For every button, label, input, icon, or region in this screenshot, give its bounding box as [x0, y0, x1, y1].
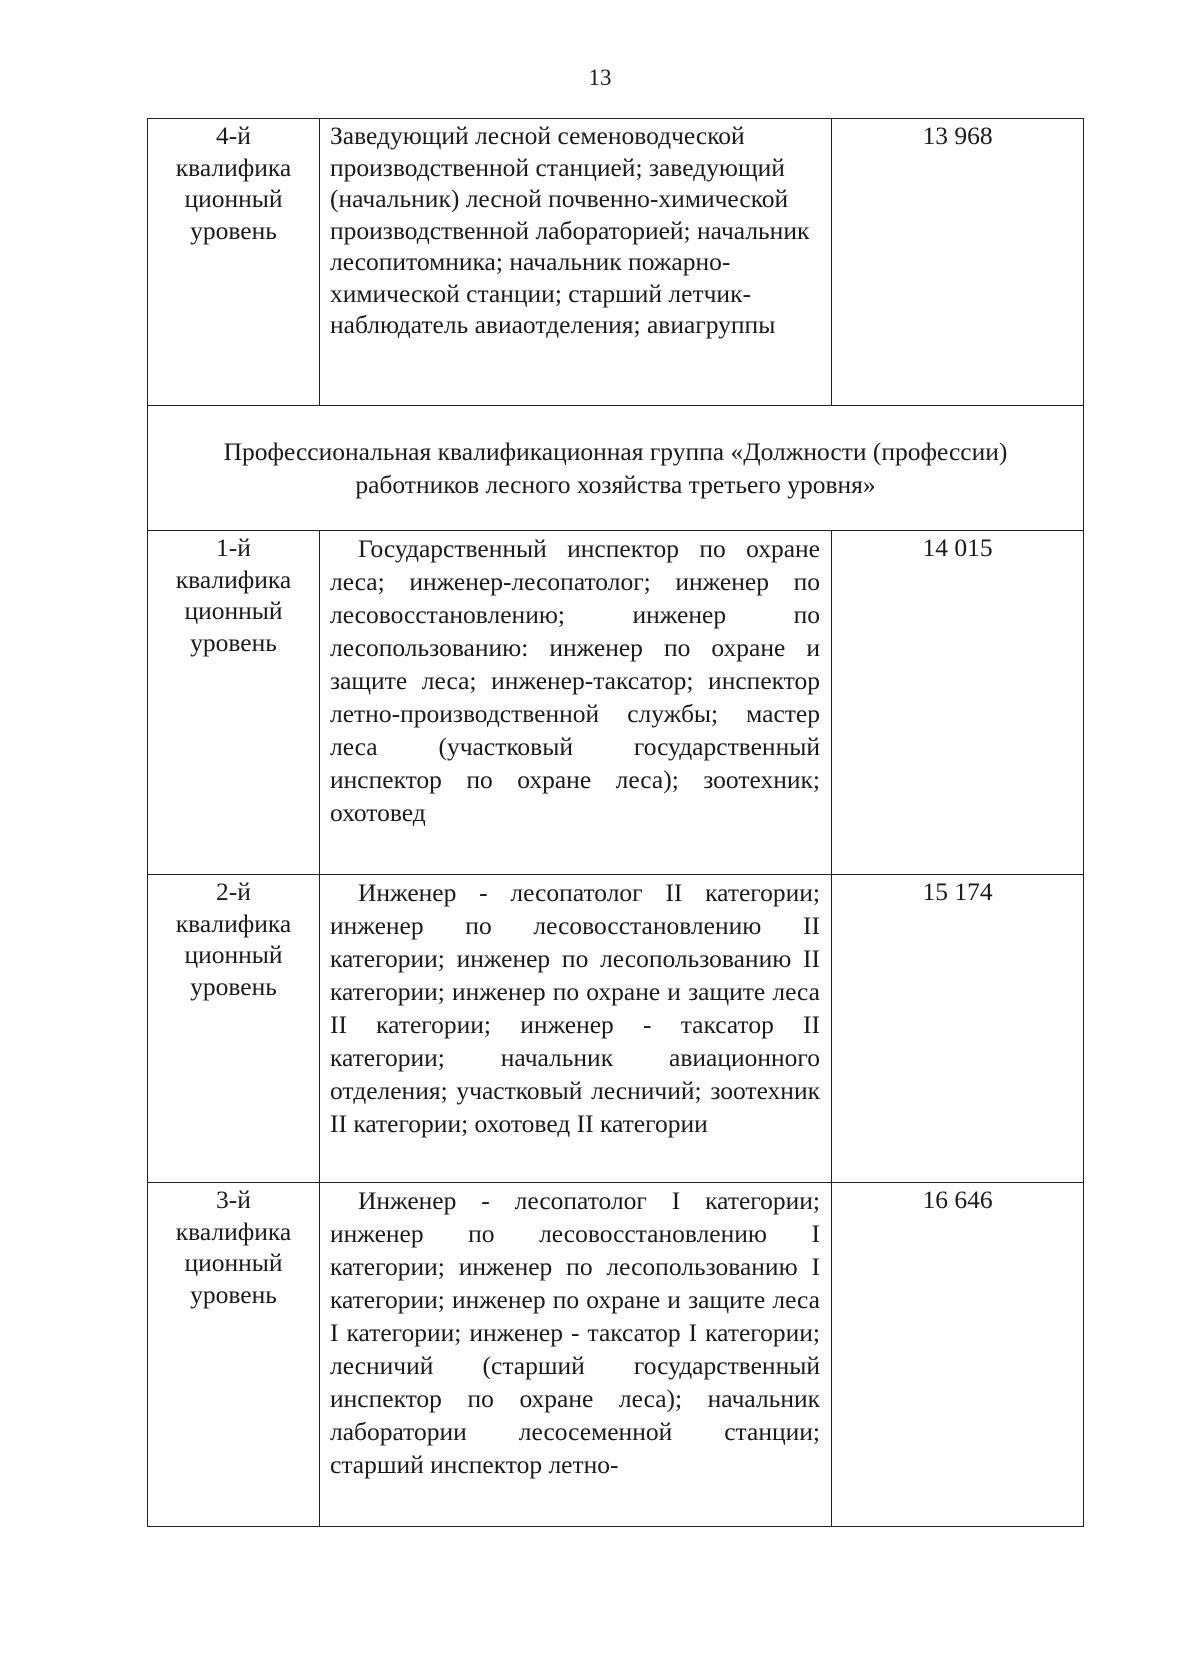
group-heading: Профессиональная квалификационная группа «Должности (профессии) работников лесного хозяйства третьего уровня»: [148, 406, 1084, 531]
salary-value: 16 646: [832, 1183, 1084, 1527]
qualification-level: 3-й квалифика ционный уровень: [148, 1183, 320, 1527]
salary-value: 13 968: [832, 119, 1084, 406]
table-row: [148, 119, 1084, 406]
salary-value: 15 174: [832, 875, 1084, 1183]
qualification-table: [147, 118, 1084, 1527]
qualification-level: 1-й квалифика ционный уровень: [148, 531, 320, 875]
salary-value: 14 015: [832, 531, 1084, 875]
page-number: 13: [588, 65, 612, 90]
group-heading-row: [148, 406, 1084, 531]
positions-list: Заведующий лесной семеноводческой производственной станцией; заведующий (начальник) лесной почвенно-химической производственной лабораторией; начальник лесопитомника; начальник пожарно-химической станции; старший летчик-наблюдатель авиаотделения; авиагруппы: [320, 119, 832, 406]
positions-list: Инженер - лесопатолог I категории; инженер по лесовосстановлению I категории; инженер по лесопользованию I категории; инженер по охране и защите леса I категории; инженер - таксатор I категории; лесничий (старший государственный инспектор по охране леса); начальник лаборатории лесосеменной станции; старший инспектор летно-: [320, 1183, 832, 1527]
qualification-level: 4-й квалифика ционный уровень: [148, 119, 320, 406]
table-row: [148, 531, 1084, 875]
table-row: [148, 875, 1084, 1183]
positions-list: Инженер - лесопатолог II категории; инженер по лесовосстановлению II категории; инженер по лесопользованию II категории; инженер по охране и защите леса II категории; инженер - таксатор II категории; начальник авиационного отделения; участковый лесничий; зоотехник II категории; охотовед II категории: [320, 875, 832, 1183]
table-row: [148, 1183, 1084, 1527]
positions-list: Государственный инспектор по охране леса; инженер-лесопатолог; инженер по лесовосстановлению; инженер по лесопользованию: инженер по охране и защите леса; инженер-таксатор; инспектор летно-производственной службы; мастер леса (участковый государственный инспектор по охране леса); зоотехник; охотовед: [320, 531, 832, 875]
qualification-level: 2-й квалифика ционный уровень: [148, 875, 320, 1183]
